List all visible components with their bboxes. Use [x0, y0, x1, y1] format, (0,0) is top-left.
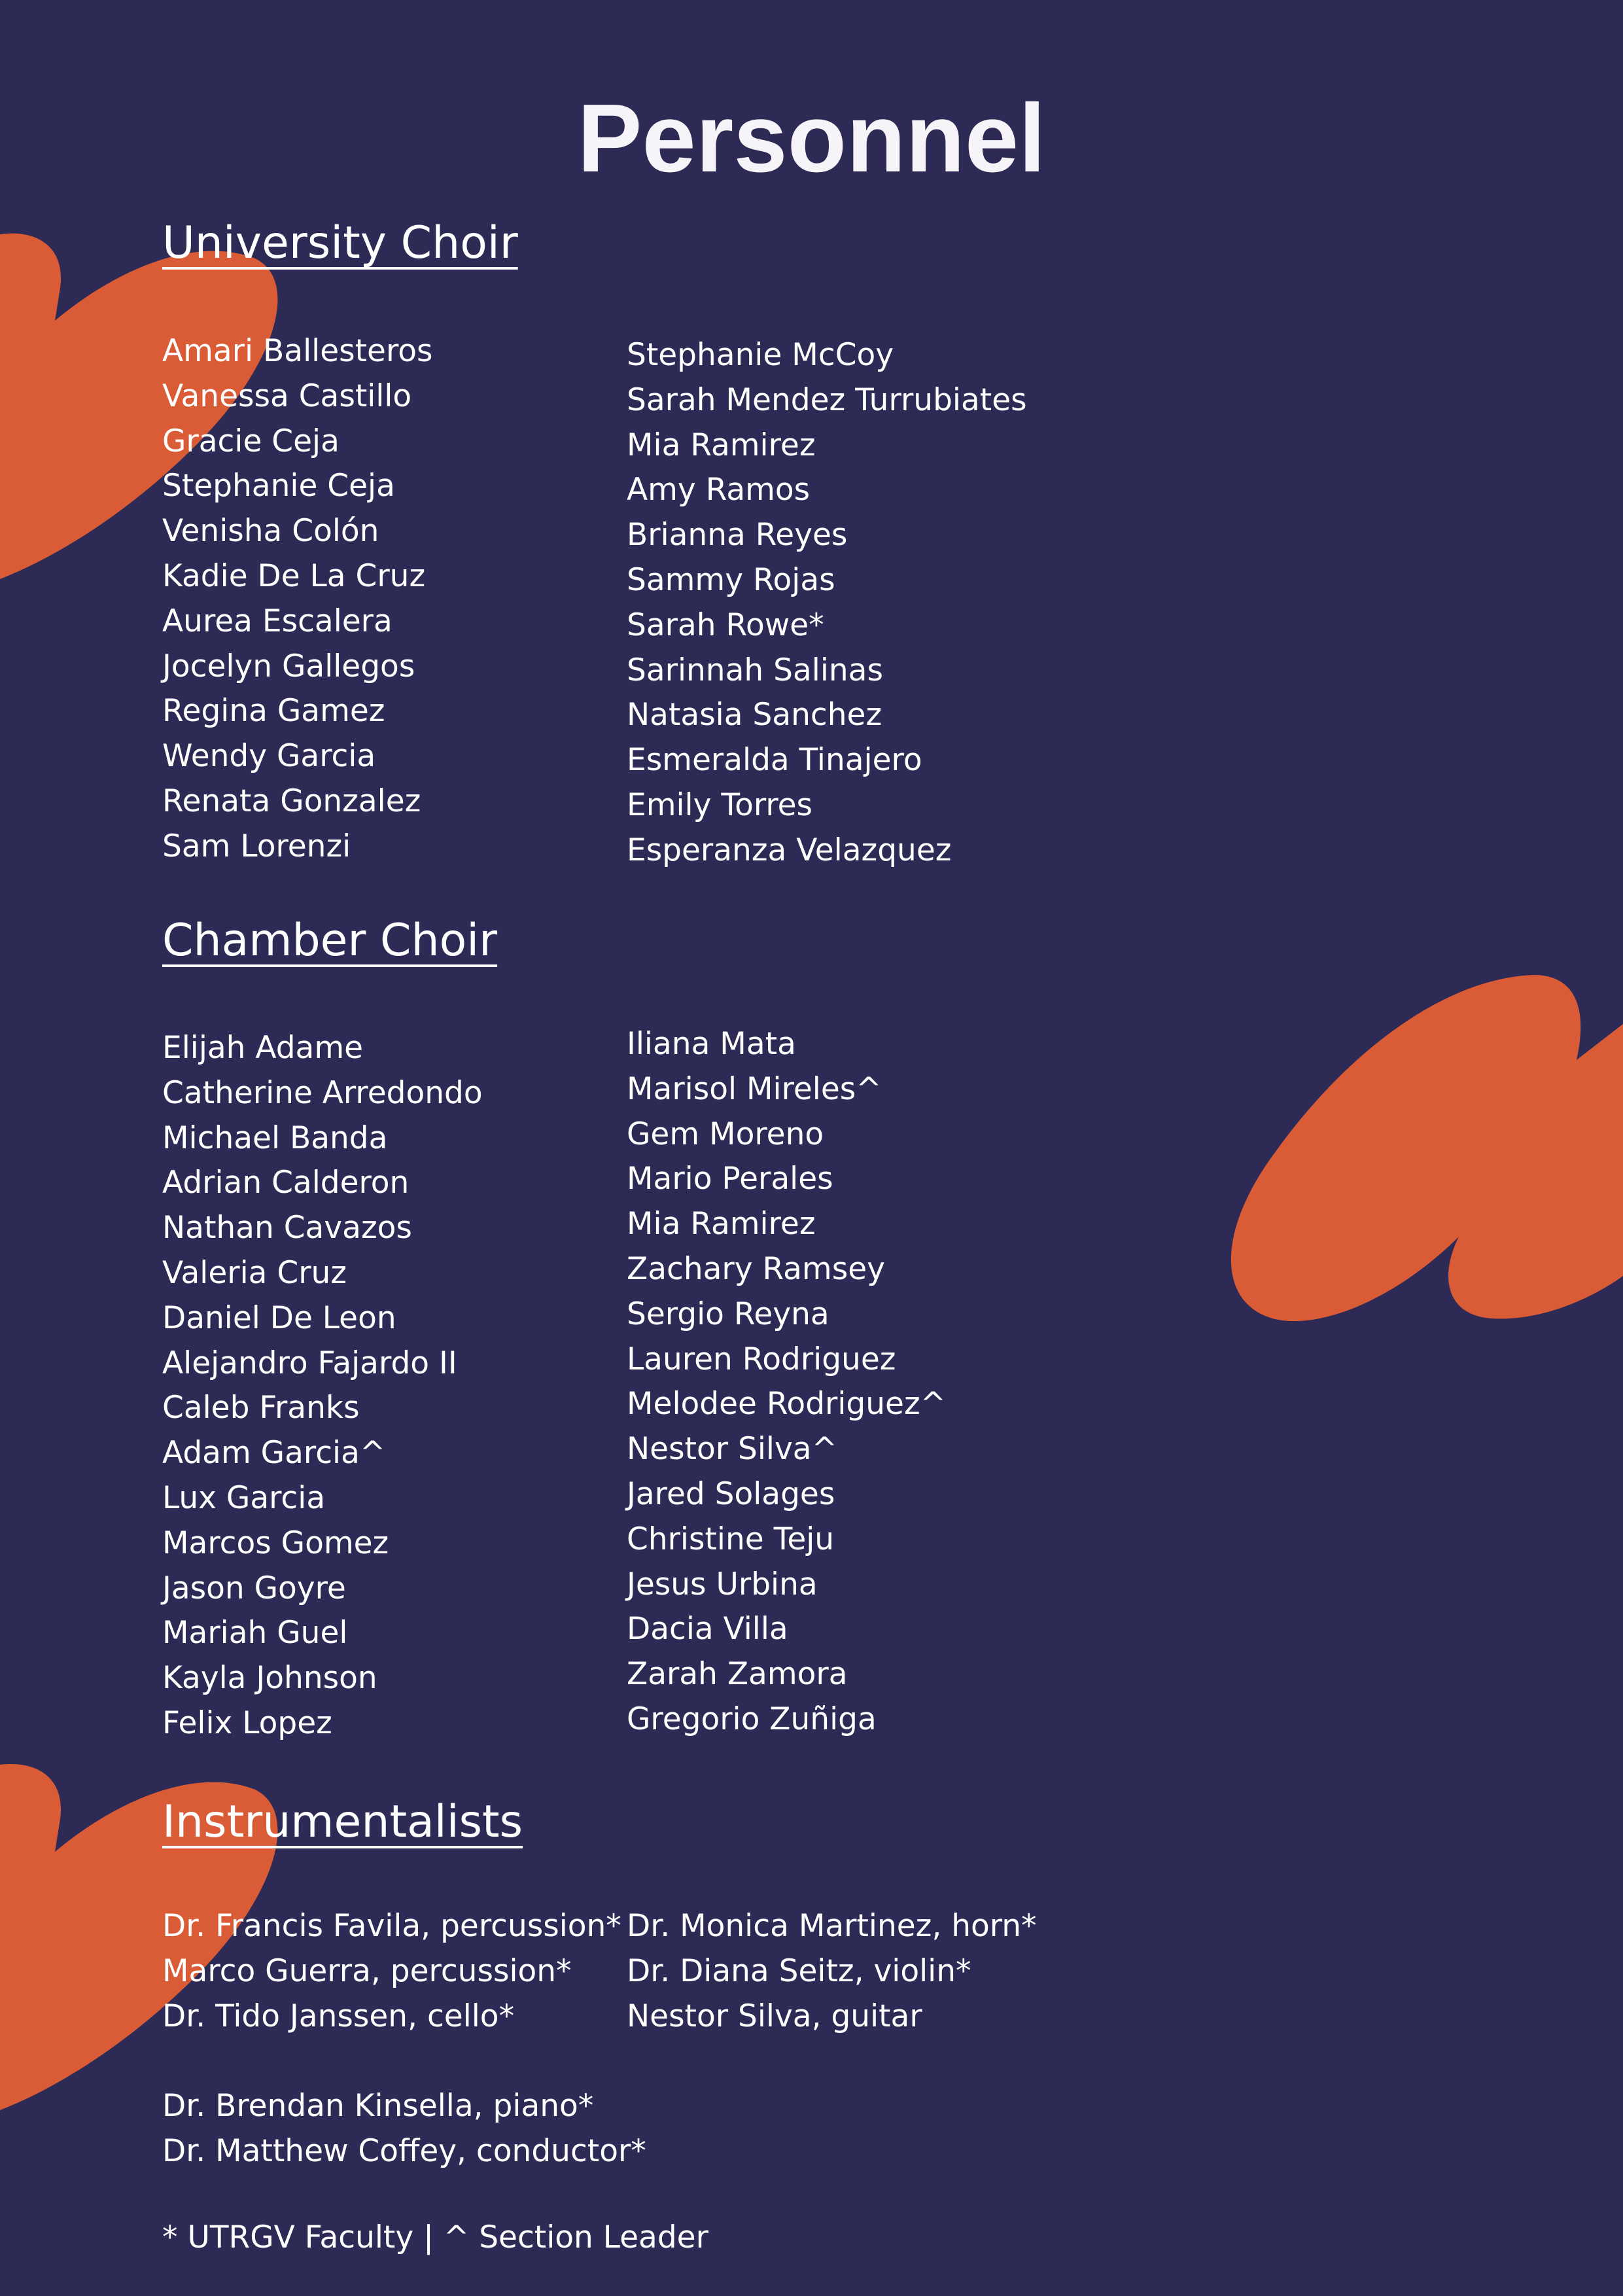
- list-item: Sam Lorenzi: [162, 828, 351, 864]
- instrumentalists-left-column: [162, 1904, 621, 2039]
- list-item: Sammy Rojas: [627, 561, 835, 598]
- brush-stroke-icon: [1231, 975, 1623, 1321]
- list-item: Marcos Gomez: [162, 1525, 389, 1561]
- list-item: Mario Perales: [627, 1161, 833, 1197]
- list-item: Jared Solages: [627, 1475, 835, 1512]
- list-item: Zachary Ramsey: [627, 1250, 885, 1287]
- university-choir-right-column: [627, 333, 1027, 874]
- list-item: Venisha Colón: [162, 513, 379, 550]
- list-item: Kayla Johnson: [162, 1660, 377, 1697]
- list-item: Adam Garcia^: [162, 1435, 386, 1472]
- list-item: Natasia Sanchez: [627, 697, 882, 733]
- list-item: Lux Garcia: [162, 1479, 326, 1516]
- list-item: Dr. Diana Seitz, violin*: [627, 1952, 971, 1989]
- page-title: Personnel: [577, 84, 1046, 192]
- list-item: Stephanie Ceja: [162, 468, 395, 504]
- legend-note: * UTRGV Faculty | ^ Section Leader: [162, 2219, 708, 2255]
- list-item: Esmeralda Tinajero: [627, 742, 922, 779]
- list-item: Marisol Mireles^: [627, 1070, 882, 1107]
- university-choir-heading: University Choir: [162, 217, 518, 269]
- list-item: Jason Goyre: [162, 1570, 346, 1606]
- list-item: Dr. Brendan Kinsella, piano*: [162, 2088, 594, 2124]
- university-choir-left-column: [162, 329, 433, 870]
- list-item: Dr. Matthew Coffey, conductor*: [162, 2132, 646, 2169]
- list-item: Elijah Adame: [162, 1030, 364, 1066]
- list-item: Esperanza Velazquez: [627, 832, 952, 868]
- list-item: Christine Teju: [627, 1521, 835, 1557]
- list-item: Catherine Arredondo: [162, 1074, 483, 1111]
- instrumentalists-extra-list: [162, 2084, 646, 2174]
- list-item: Marco Guerra, percussion*: [162, 1952, 572, 1989]
- list-item: Wendy Garcia: [162, 738, 376, 775]
- list-item: Lauren Rodriguez: [627, 1341, 896, 1377]
- list-item: Mia Ramirez: [627, 427, 816, 463]
- list-item: Amari Ballesteros: [162, 333, 433, 369]
- list-item: Sarinnah Salinas: [627, 652, 883, 688]
- list-item: Nathan Cavazos: [162, 1210, 412, 1246]
- list-item: Brianna Reyes: [627, 517, 848, 554]
- list-item: Jocelyn Gallegos: [162, 648, 415, 684]
- list-item: Kadie De La Cruz: [162, 557, 426, 594]
- list-item: Dr. Monica Martinez, horn*: [627, 1908, 1037, 1944]
- list-item: Stephanie McCoy: [627, 337, 894, 373]
- list-item: Sarah Rowe*: [627, 607, 824, 643]
- list-item: Adrian Calderon: [162, 1165, 410, 1201]
- list-item: Dr. Tido Janssen, cello*: [162, 1998, 515, 2034]
- list-item: Gracie Ceja: [162, 423, 340, 459]
- list-item: Jesus Urbina: [627, 1566, 818, 1602]
- instrumentalists-heading: Instrumentalists: [162, 1796, 523, 1848]
- list-item: Sarah Mendez Turrubiates: [627, 381, 1027, 418]
- list-item: Dacia Villa: [627, 1611, 788, 1648]
- list-item: Renata Gonzalez: [162, 783, 421, 819]
- list-item: Regina Gamez: [162, 693, 385, 730]
- list-item: Emily Torres: [627, 786, 813, 823]
- list-item: Mariah Guel: [162, 1615, 348, 1651]
- instrumentalists-right-column: [627, 1904, 1037, 2039]
- list-item: Daniel De Leon: [162, 1299, 396, 1336]
- list-item: Gem Moreno: [627, 1116, 824, 1152]
- list-item: Felix Lopez: [162, 1704, 332, 1741]
- list-item: Zarah Zamora: [627, 1656, 848, 1693]
- list-item: Nestor Silva, guitar: [627, 1998, 922, 2034]
- list-item: Amy Ramos: [627, 472, 811, 508]
- list-item: Michael Banda: [162, 1120, 388, 1156]
- chamber-choir-right-column: [627, 1022, 946, 1742]
- list-item: Alejandro Fajardo II: [162, 1345, 457, 1381]
- list-item: Gregorio Zuñiga: [627, 1701, 877, 1737]
- chamber-choir-heading: Chamber Choir: [162, 915, 498, 966]
- list-item: Melodee Rodriguez^: [627, 1386, 946, 1422]
- list-item: Iliana Mata: [627, 1026, 796, 1062]
- list-item: Vanessa Castillo: [162, 378, 412, 414]
- list-item: Caleb Franks: [162, 1390, 360, 1426]
- list-item: Nestor Silva^: [627, 1431, 837, 1468]
- list-item: Dr. Francis Favila, percussion*: [162, 1908, 621, 1944]
- list-item: Aurea Escalera: [162, 603, 393, 639]
- list-item: Sergio Reyna: [627, 1296, 829, 1332]
- list-item: Mia Ramirez: [627, 1206, 816, 1243]
- chamber-choir-left-column: [162, 1026, 483, 1746]
- list-item: Valeria Cruz: [162, 1254, 347, 1291]
